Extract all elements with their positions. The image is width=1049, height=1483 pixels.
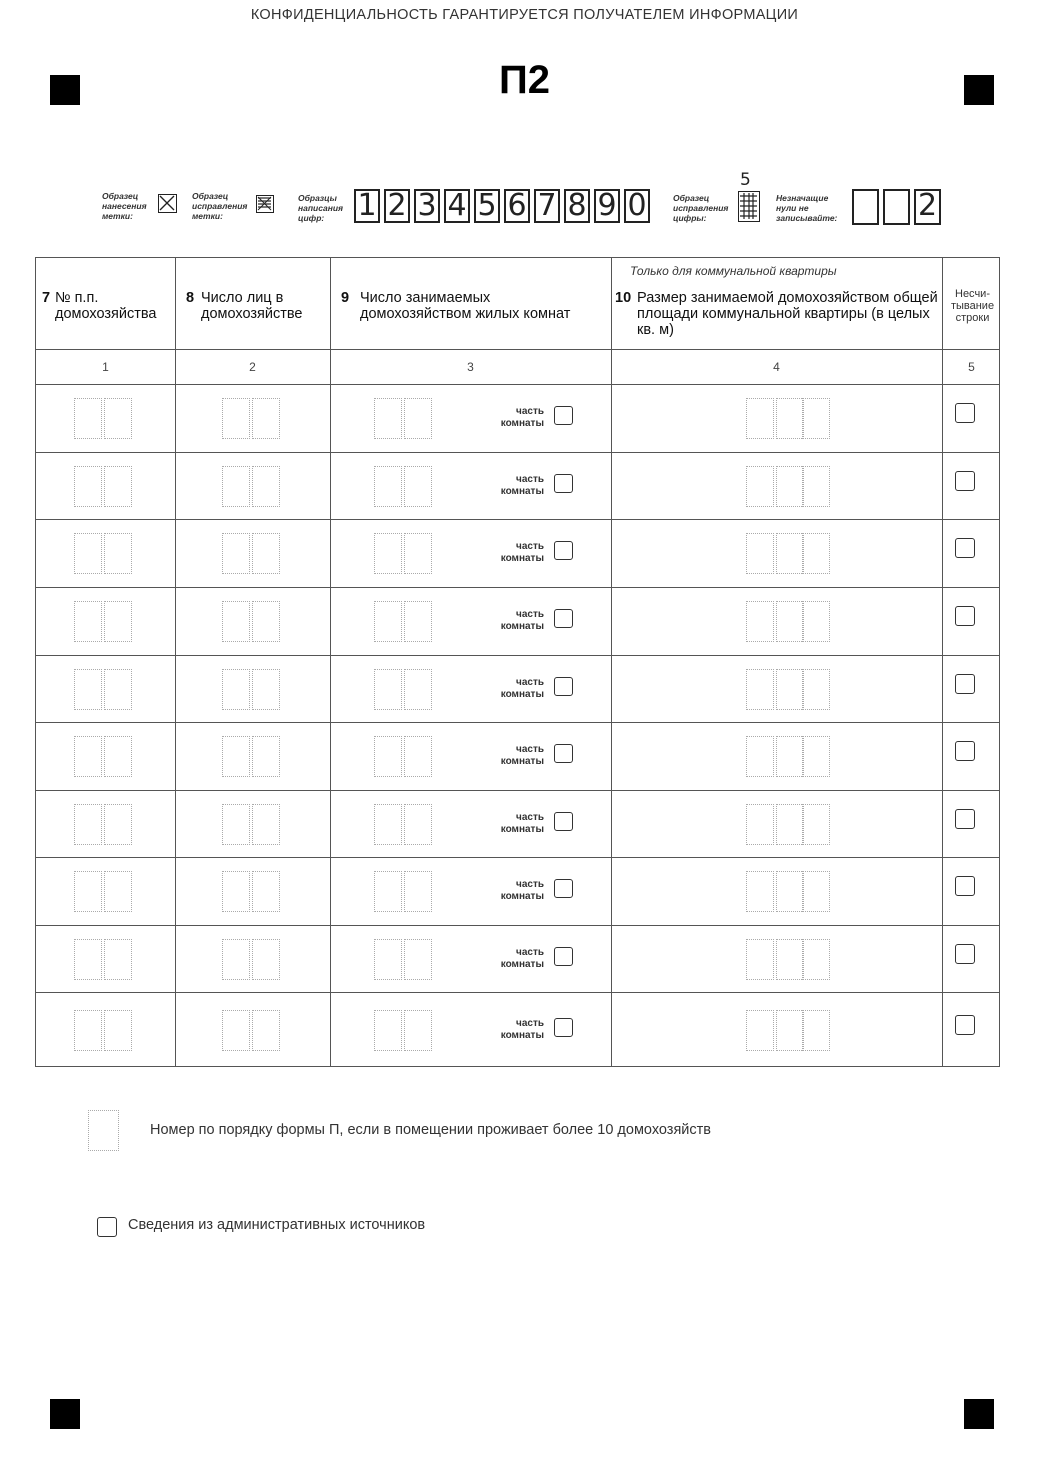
household-number-digit-box[interactable]: [104, 466, 132, 507]
col-1-number: 7: [42, 290, 51, 306]
household-number-digit-box[interactable]: [74, 871, 102, 912]
area-digit-box[interactable]: [776, 398, 804, 439]
part-room-checkbox[interactable]: [554, 744, 573, 763]
rooms-count-digit-box[interactable]: [374, 939, 402, 980]
area-digit-box[interactable]: [776, 669, 804, 710]
col-3-title: Число занимаемых домохозяйством жилых комнат: [360, 290, 571, 322]
registration-marker-bottom-right: [964, 1399, 994, 1429]
area-digit-box[interactable]: [776, 533, 804, 574]
persons-count-digit-box[interactable]: [222, 398, 250, 439]
area-digit-box[interactable]: [746, 466, 774, 507]
persons-count-digit-box[interactable]: [222, 736, 250, 777]
digit-sample-5: 5: [474, 189, 500, 223]
area-digit-box[interactable]: [746, 533, 774, 574]
area-digit-box[interactable]: [802, 466, 830, 507]
area-digit-box[interactable]: [776, 804, 804, 845]
mark-fix-label: Образец исправления метки:: [192, 191, 248, 221]
part-room-checkbox[interactable]: [554, 474, 573, 493]
rooms-count-digit-box[interactable]: [404, 871, 432, 912]
household-number-digit-box[interactable]: [104, 939, 132, 980]
part-room-checkbox[interactable]: [554, 1018, 573, 1037]
area-digit-box[interactable]: [776, 1010, 804, 1051]
persons-count-digit-box[interactable]: [252, 601, 280, 642]
area-digit-box[interactable]: [802, 939, 830, 980]
row-divider: [36, 992, 999, 993]
persons-count-digit-box[interactable]: [252, 669, 280, 710]
household-number-digit-box[interactable]: [104, 1010, 132, 1051]
household-number-digit-box[interactable]: [104, 398, 132, 439]
household-number-digit-box[interactable]: [74, 466, 102, 507]
digit-sample-4: 4: [444, 189, 470, 223]
part-room-label: часть комнаты: [500, 947, 544, 970]
col-4-title: Размер занимаемой домохозяйством общей площади коммунальной квартиры (в целых кв. м): [637, 290, 938, 338]
persons-count-digit-box[interactable]: [222, 871, 250, 912]
part-room-label: часть комнаты: [500, 474, 544, 497]
area-digit-box[interactable]: [776, 736, 804, 777]
rooms-count-digit-box[interactable]: [374, 871, 402, 912]
part-room-checkbox[interactable]: [554, 879, 573, 898]
digit-sample-6: 6: [504, 189, 530, 223]
skip-row-checkbox[interactable]: [955, 944, 975, 964]
persons-count-digit-box[interactable]: [222, 939, 250, 980]
form-code-title: П2: [499, 58, 550, 102]
part-room-checkbox[interactable]: [554, 947, 573, 966]
rooms-count-digit-box[interactable]: [374, 669, 402, 710]
admin-sources-label: Сведения из административных источников: [128, 1217, 426, 1233]
household-number-digit-box[interactable]: [74, 669, 102, 710]
rooms-count-digit-box[interactable]: [404, 669, 432, 710]
part-room-label: часть комнаты: [500, 609, 544, 632]
admin-sources-checkbox[interactable]: [97, 1217, 117, 1237]
household-number-digit-box[interactable]: [104, 669, 132, 710]
area-digit-box[interactable]: [802, 398, 830, 439]
household-number-digit-box[interactable]: [74, 1010, 102, 1051]
col-1-index: 1: [102, 360, 109, 374]
leading-zero-empty-box-1: [852, 189, 879, 225]
household-number-digit-box[interactable]: [74, 939, 102, 980]
rooms-count-digit-box[interactable]: [374, 804, 402, 845]
area-digit-box[interactable]: [802, 601, 830, 642]
registration-marker-bottom-left: [50, 1399, 80, 1429]
skip-row-checkbox[interactable]: [955, 606, 975, 626]
persons-count-digit-box[interactable]: [252, 466, 280, 507]
column-divider: [611, 258, 612, 1066]
household-number-digit-box[interactable]: [104, 601, 132, 642]
rooms-count-digit-box[interactable]: [374, 1010, 402, 1051]
part-room-label: часть комнаты: [500, 541, 544, 564]
rooms-count-digit-box[interactable]: [374, 601, 402, 642]
rooms-count-digit-box[interactable]: [404, 804, 432, 845]
skip-row-checkbox[interactable]: [955, 403, 975, 423]
col-3-index: 3: [467, 360, 474, 374]
form-order-note: Номер по порядку формы П, если в помещении проживает более 10 домохозяйств: [150, 1122, 712, 1138]
col-2-number: 8: [186, 290, 195, 306]
persons-count-digit-box[interactable]: [222, 1010, 250, 1051]
part-room-label: часть комнаты: [500, 1018, 544, 1041]
digit-fix-value: 5: [740, 170, 751, 190]
area-digit-box[interactable]: [746, 736, 774, 777]
area-digit-box[interactable]: [746, 804, 774, 845]
area-digit-box[interactable]: [802, 669, 830, 710]
part-room-label: часть комнаты: [500, 744, 544, 767]
rooms-count-digit-box[interactable]: [404, 466, 432, 507]
area-digit-box[interactable]: [746, 601, 774, 642]
area-digit-box[interactable]: [746, 1010, 774, 1051]
part-room-label: часть комнаты: [500, 812, 544, 835]
persons-count-digit-box[interactable]: [222, 669, 250, 710]
digit-sample-8: 8: [564, 189, 590, 223]
digit-sample-9: 9: [594, 189, 620, 223]
rooms-count-digit-box[interactable]: [374, 398, 402, 439]
area-digit-box[interactable]: [746, 398, 774, 439]
header-divider: [36, 349, 999, 350]
skip-row-checkbox[interactable]: [955, 741, 975, 761]
digits-sample-label: Образцы написания цифр:: [298, 193, 344, 223]
area-digit-box[interactable]: [802, 871, 830, 912]
digit-fix-label: Образец исправления цифры:: [673, 193, 729, 223]
part-room-checkbox[interactable]: [554, 609, 573, 628]
persons-count-digit-box[interactable]: [222, 601, 250, 642]
col-4-number: 10: [615, 290, 632, 306]
rooms-count-digit-box[interactable]: [374, 736, 402, 777]
row-divider: [36, 452, 999, 453]
col-5-index: 5: [968, 360, 975, 374]
rooms-count-digit-box[interactable]: [404, 601, 432, 642]
household-number-digit-box[interactable]: [74, 398, 102, 439]
index-divider: [36, 384, 999, 385]
mark-sample-icon: [158, 194, 177, 213]
digit-sample-1: 1: [354, 189, 380, 223]
persons-count-digit-box[interactable]: [252, 736, 280, 777]
rooms-count-digit-box[interactable]: [404, 1010, 432, 1051]
leading-zero-empty-box-2: [883, 189, 910, 225]
area-digit-box[interactable]: [776, 466, 804, 507]
col-1-title: № п.п. домохозяйства: [55, 290, 157, 322]
mark-sample-label: Образец нанесения метки:: [102, 191, 147, 221]
digit-fix-icon: [738, 191, 760, 222]
col-2-title: Число лиц в домохозяйстве: [201, 290, 303, 322]
skip-row-checkbox[interactable]: [955, 538, 975, 558]
digit-sample-7: 7: [534, 189, 560, 223]
persons-count-digit-box[interactable]: [252, 871, 280, 912]
households-table: [35, 257, 1000, 1067]
col-4-index: 4: [773, 360, 780, 374]
part-room-checkbox[interactable]: [554, 406, 573, 425]
persons-count-digit-box[interactable]: [222, 466, 250, 507]
form-order-number-input[interactable]: [88, 1110, 119, 1151]
area-digit-box[interactable]: [802, 804, 830, 845]
part-room-label: часть комнаты: [500, 879, 544, 902]
area-digit-box[interactable]: [776, 871, 804, 912]
rooms-count-digit-box[interactable]: [374, 466, 402, 507]
area-digit-box[interactable]: [746, 669, 774, 710]
area-digit-box[interactable]: [776, 939, 804, 980]
column-divider: [942, 258, 943, 1066]
column-divider: [330, 258, 331, 1066]
mark-fix-icon: [256, 195, 274, 213]
household-number-digit-box[interactable]: [104, 533, 132, 574]
area-digit-box[interactable]: [776, 601, 804, 642]
row-divider: [36, 925, 999, 926]
row-divider: [36, 655, 999, 656]
persons-count-digit-box[interactable]: [252, 533, 280, 574]
persons-count-digit-box[interactable]: [222, 804, 250, 845]
part-room-checkbox[interactable]: [554, 812, 573, 831]
skip-row-checkbox[interactable]: [955, 876, 975, 896]
digit-sample-0: 0: [624, 189, 650, 223]
household-number-digit-box[interactable]: [104, 736, 132, 777]
household-number-digit-box[interactable]: [104, 871, 132, 912]
confidentiality-note: КОНФИДЕНЦИАЛЬНОСТЬ ГАРАНТИРУЕТСЯ ПОЛУЧАТЕЛЕМ ИНФОРМАЦИИ: [250, 7, 799, 23]
row-divider: [36, 587, 999, 588]
skip-row-checkbox[interactable]: [955, 674, 975, 694]
persons-count-digit-box[interactable]: [252, 398, 280, 439]
skip-row-checkbox[interactable]: [955, 809, 975, 829]
household-number-digit-box[interactable]: [74, 736, 102, 777]
part-room-checkbox[interactable]: [554, 541, 573, 560]
rooms-count-digit-box[interactable]: [404, 398, 432, 439]
rooms-count-digit-box[interactable]: [404, 736, 432, 777]
persons-count-digit-box[interactable]: [252, 939, 280, 980]
area-digit-box[interactable]: [802, 1010, 830, 1051]
household-number-digit-box[interactable]: [74, 804, 102, 845]
rooms-count-digit-box[interactable]: [374, 533, 402, 574]
col-3-number: 9: [341, 290, 350, 306]
leading-zeros-label: Незначащие нули не записывайте:: [776, 193, 838, 223]
persons-count-digit-box[interactable]: [222, 533, 250, 574]
communal-note: Только для коммунальной квартиры: [630, 264, 837, 278]
part-room-checkbox[interactable]: [554, 677, 573, 696]
area-digit-box[interactable]: [802, 533, 830, 574]
leading-zero-digit-box: 2: [914, 189, 941, 225]
area-digit-box[interactable]: [746, 871, 774, 912]
row-divider: [36, 519, 999, 520]
part-room-label: часть комнаты: [500, 406, 544, 429]
skip-row-checkbox[interactable]: [955, 1015, 975, 1035]
persons-count-digit-box[interactable]: [252, 804, 280, 845]
col-5-title: Несчи- тывание строки: [950, 288, 995, 324]
household-number-digit-box[interactable]: [74, 533, 102, 574]
row-divider: [36, 790, 999, 791]
area-digit-box[interactable]: [746, 939, 774, 980]
persons-count-digit-box[interactable]: [252, 1010, 280, 1051]
row-divider: [36, 722, 999, 723]
household-number-digit-box[interactable]: [74, 601, 102, 642]
area-digit-box[interactable]: [802, 736, 830, 777]
digit-sample-3: 3: [414, 189, 440, 223]
rooms-count-digit-box[interactable]: [404, 939, 432, 980]
skip-row-checkbox[interactable]: [955, 471, 975, 491]
rooms-count-digit-box[interactable]: [404, 533, 432, 574]
col-2-index: 2: [249, 360, 256, 374]
row-divider: [36, 857, 999, 858]
digit-sample-2: 2: [384, 189, 410, 223]
household-number-digit-box[interactable]: [104, 804, 132, 845]
part-room-label: часть комнаты: [500, 677, 544, 700]
column-divider: [175, 258, 176, 1066]
